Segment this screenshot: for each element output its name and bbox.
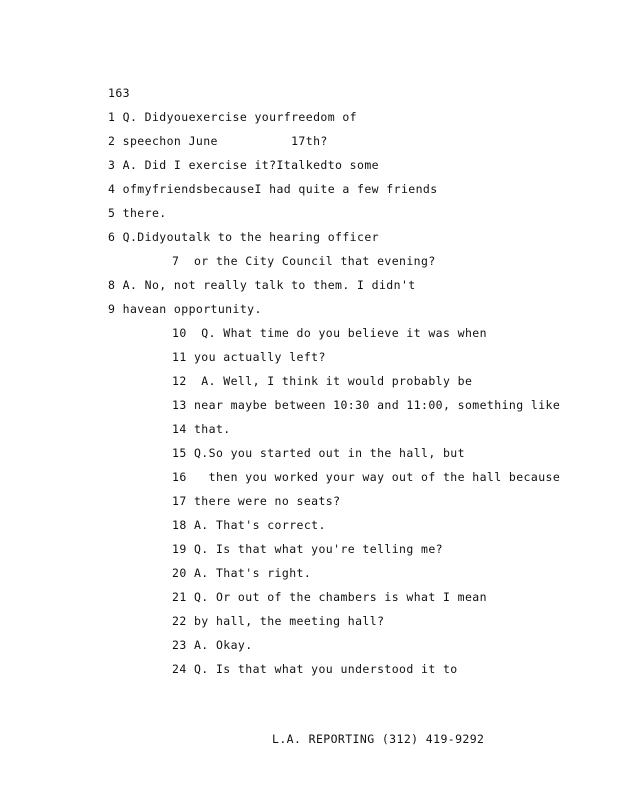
line-number: 22 (172, 614, 187, 628)
transcript-line-17 (172, 494, 340, 508)
line-text: Q. Didyouexercise yourfreedom of (122, 110, 358, 124)
reporter-footer: L.A. REPORTING (312) 419-9292 (272, 732, 485, 746)
transcript-line-8 (108, 278, 416, 292)
line-number: 15 (172, 446, 187, 460)
transcript-line-11 (172, 350, 326, 364)
line-number: 5 (108, 206, 116, 220)
transcript-line-19 (172, 542, 443, 556)
transcript-line-1 (108, 110, 357, 124)
line-text: A. That's correct. (193, 518, 326, 532)
line-text: A. Well, I think it would probably be (193, 374, 473, 388)
line-number: 4 (108, 182, 116, 196)
line-number: 24 (172, 662, 187, 676)
line-number: 21 (172, 590, 187, 604)
page-number: 163 (108, 86, 130, 100)
line-text: Q.So you started out in the hall, but (193, 446, 465, 460)
line-number: 10 (172, 326, 187, 340)
line-text: by hall, the meeting hall? (193, 614, 385, 628)
line-number: 1 (108, 110, 116, 124)
line-number: 14 (172, 422, 187, 436)
line-text: that. (193, 422, 231, 436)
line-text: there. (122, 206, 167, 220)
line-number: 12 (172, 374, 187, 388)
transcript-line-9 (108, 302, 262, 316)
line-text: Q. Is that what you understood it to (193, 662, 458, 676)
transcript-line-5 (108, 206, 167, 220)
line-number: 9 (108, 302, 116, 316)
transcript-line-23 (172, 638, 253, 652)
line-number: 20 (172, 566, 187, 580)
transcript-line-6 (108, 230, 379, 244)
transcript-line-18 (172, 518, 326, 532)
transcript-line-21 (172, 590, 487, 604)
line-number: 19 (172, 542, 187, 556)
line-number: 2 (108, 134, 116, 148)
line-number: 23 (172, 638, 187, 652)
transcript-line-10 (172, 326, 487, 340)
line-number: 6 (108, 230, 116, 244)
line-number: 18 (172, 518, 187, 532)
line-number: 16 (172, 470, 187, 484)
transcript-line-7 (172, 254, 436, 268)
transcript-line-24 (172, 662, 458, 676)
line-text: ofmyfriendsbecauseI had quite a few friends (122, 182, 438, 196)
line-text: speechon June 17th? (122, 134, 328, 148)
line-text: or the City Council that evening? (186, 254, 436, 268)
line-text: then you worked your way out of the hall because (193, 470, 561, 484)
transcript-line-16 (172, 470, 560, 484)
line-number: 8 (108, 278, 116, 292)
transcript-line-20 (172, 566, 311, 580)
line-number: 7 (172, 254, 180, 268)
transcript-line-13 (172, 398, 560, 412)
line-text: you actually left? (193, 350, 326, 364)
line-text: Q. Is that what you're telling me? (193, 542, 443, 556)
line-text: Q. Or out of the chambers is what I mean (193, 590, 487, 604)
line-text: Q.Didyoutalk to the hearing officer (122, 230, 379, 244)
line-number: 13 (172, 398, 187, 412)
transcript-line-2 (108, 134, 328, 148)
line-text: near maybe between 10:30 and 11:00, something like (193, 398, 561, 412)
line-text: there were no seats? (193, 494, 341, 508)
line-text: Q. What time do you believe it was when (193, 326, 487, 340)
line-text: A. That's right. (193, 566, 312, 580)
transcript-line-3 (108, 158, 379, 172)
line-number: 17 (172, 494, 187, 508)
transcript-line-12 (172, 374, 472, 388)
line-number: 11 (172, 350, 187, 364)
line-text: A. Okay. (193, 638, 253, 652)
line-number: 3 (108, 158, 116, 172)
transcript-line-14 (172, 422, 231, 436)
transcript-line-22 (172, 614, 384, 628)
line-text: havean opportunity. (122, 302, 262, 316)
line-text: A. No, not really talk to them. I didn't (122, 278, 416, 292)
transcript-line-15 (172, 446, 465, 460)
transcript-line-4 (108, 182, 438, 196)
line-text: A. Did I exercise it?Italkedto some (122, 158, 379, 172)
